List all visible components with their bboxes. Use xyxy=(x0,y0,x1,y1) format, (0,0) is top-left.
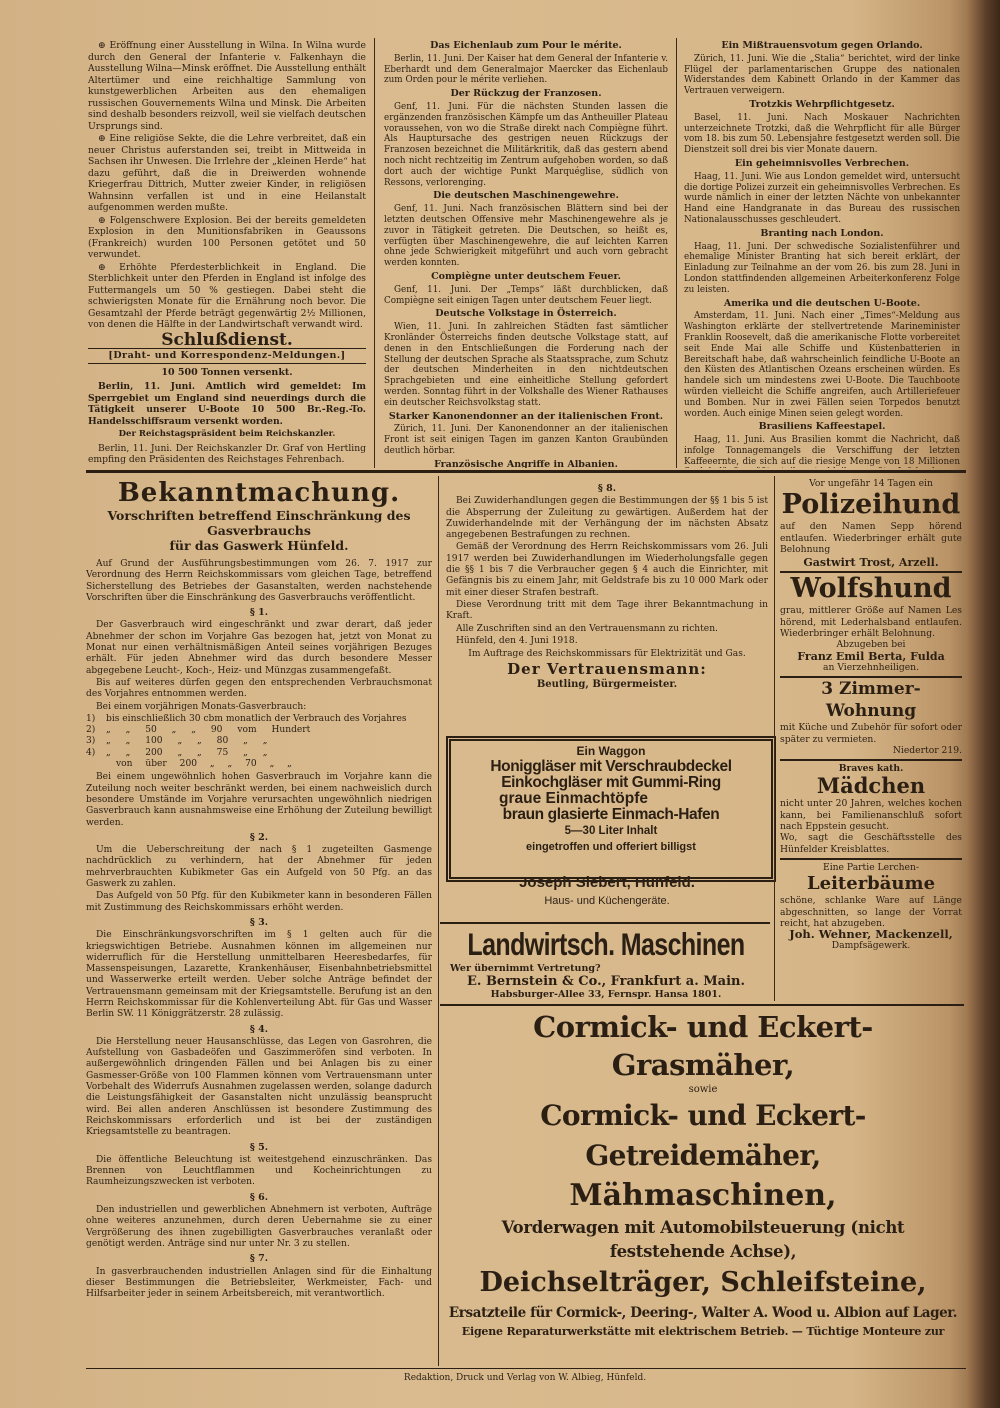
paragraph-1-heading: § 1. xyxy=(249,607,269,619)
ad-siebert-body xyxy=(469,743,753,875)
headline-eichenlaub: Das Eichenlaub zum Pour le mérite. xyxy=(430,40,622,51)
ad-wolfshund-location: an Vierzehnheiligen. xyxy=(823,661,919,673)
table-row xyxy=(86,748,432,759)
ad-karpf-line-5: Vorderwagen mit Automobilsteuerung (nicht feststehende Achse), xyxy=(501,1218,905,1261)
ad-bernstein-line-2: Wer übernimmt Vertretung? xyxy=(450,963,601,974)
ad-wohnung-address: Niedertor 219. xyxy=(892,744,962,756)
news-trotzki: Basel, 11. Juni. Nach Moskauer Nachrichten unterzeichnete Trotzki, daß die Wehrpflicht für alle Bürger vom 18. bis zum 50. Lebensjahre festgesetzt werden soll. Die Dienstzeit soll drei bis vier Monate dauern. xyxy=(684,112,960,156)
schlussdienst-heading: Schlußdienst. xyxy=(161,329,293,350)
column-rule-1 xyxy=(374,38,375,468)
ad-maedchen-text: nicht unter 20 Jahren, welches kochen kann, bei Familienanschluß sofort nach Eppstein gesucht. xyxy=(780,798,962,833)
headline-volkstage: Deutsche Volkstage in Österreich. xyxy=(435,308,617,320)
table-row-number: 1) xyxy=(86,713,96,724)
ad-siebert-company: Joseph Siebert, Hünfeld. xyxy=(519,874,695,891)
ad-leiterbaeume xyxy=(780,862,962,952)
notice-intro: Auf Grund der Ausführungsbestimmungen vom 26. 7. 1917 zur Verordnung des Herrn Reichskommissars vom gleichen Tage, betreffend Sicherstellung des Betriebes der Gasanstalten, werden nachstehende Vorschriften über die Einschränkung des Gasverbrauchs veröffentlicht. xyxy=(86,559,432,603)
headline-kanonendonner: Starker Kanonendonner an der italienischen Front. xyxy=(388,410,664,422)
table-row-number: 3) xyxy=(86,736,96,747)
column-rule-2 xyxy=(676,38,677,468)
ad-wolfshund-text: grau, mittlerer Größe auf Namen Les hörend, mit Lederhalsband entlaufen. Wiederbringer erhält Belohnung. xyxy=(780,605,962,640)
news-verbrechen: Haag, 11. Juni. Wie aus London gemeldet wird, untersucht die dortige Polizei zurzeit ein geheimnisvolles Verbrechen. Es wurde nämlich in einer der letzten Nächte von unbekannter Hand eine Handgranate in das Bureau des russischen Nationalausschusses geschleudert. xyxy=(684,171,960,225)
paragraph-3-text: Die Einschränkungsvorschriften im § 1 gelten auch für die kriegswichtigen Betriebe. Ausnahmen können im allgemeinen nur widerruflich für die Herstellung unmittelbaren Heeresbedarfes, für Massenspeisungen, Lazarette, Krankenhäuser, Eisenbahnbetriebsmittel und Wasserwerke erteilt werden. Ueber solche Anträge befindet der Vertrauensmann gemeinsam mit der Kriegsamtstelle. Berufung ist an den Herrn Reichskommissar für die Kohlenverteilung Abt. für Gas und Wasser Berlin SW. 11 Königgrätzerstr. 28 zulässig. xyxy=(86,930,432,1020)
paragraph-2-text-a: Um die Ueberschreitung der nach § 1 zugeteilten Gasmenge nachdrücklich zu verhindern, hat der Abnehmer für jeden mehrverbrauchten Kubikmeter Gas ein Aufgeld von 50 Pfg. an das Gaswerk zu zahlen. xyxy=(86,845,432,890)
headline-orlando: Ein Mißtrauensvotum gegen Orlando. xyxy=(721,40,923,51)
notice-signer-title: Der Vertrauensmann: xyxy=(507,660,707,679)
ad-siebert xyxy=(446,736,776,882)
ad-wolfshund-title: Wolfshund xyxy=(790,573,952,605)
news-kaffee: Haag, 11. Juni. Aus Brasilien kommt die Nachricht, daß infolge Tonnagemangels die Verschiffung der letzten Kaffeeernte, die sich auf die riesige Menge von 18 Millionen xyxy=(684,435,960,467)
headline-maschinengewehre: Die deutschen Maschinengewehre. xyxy=(433,190,619,202)
headline-kanzler: Der Reichstagspräsident beim Reichskanzler. xyxy=(118,429,336,439)
ad-siebert-line-6: 5—30 Liter Inhalt xyxy=(564,825,658,837)
news-compiegne: Genf, 11. Juni. Der „Temps“ läßt durchblicken, daß Compiègne seit einigen Tagen unter deutschem Feuer liegt. xyxy=(384,284,668,306)
paragraph-2-text-b: Das Aufgeld von 50 Pfg. für den Kubikmeter kann in besonderen Fällen mit Zustimmung des Reichskommissars erhöht werden. xyxy=(86,891,432,913)
paragraph-8-text-c: Diese Verordnung tritt mit dem Tage ihrer Bekanntmachung in Kraft. xyxy=(446,599,768,622)
ad-leiterbaeume-title: Leiterbäume xyxy=(806,873,936,895)
ad-maedchen-contact: Wo, sagt die Geschäftsstelle des Hünfelder Kreisblattes. xyxy=(780,832,962,855)
paragraph-8-text-d: Alle Zuschriften sind an den Vertrauensmann zu richten. xyxy=(456,623,718,634)
ad-siebert-line-3: Einkochgläser mit Gummi-Ring xyxy=(501,774,721,791)
right-ads-column xyxy=(780,478,962,1002)
notice-subtitle-2: für das Gaswerk Hünfeld. xyxy=(169,538,349,553)
paragraph-8-heading: § 8. xyxy=(597,483,617,494)
ad-polizeihund-line-1: Vor ungefähr 14 Tagen ein xyxy=(809,478,933,489)
table-row-text: „ „ 100 „ „ 80 „ „ xyxy=(106,736,268,747)
paragraph-1-text-b: Bis auf weiteres dürfen gegen den entsprechenden Verbrauchsmonat des Vorjahres entnommen werden. xyxy=(86,677,432,700)
ad-wohnung-title: 3 Zimmer-Wohnung xyxy=(821,679,921,722)
news-kanzler: Berlin, 11. Juni. Der Reichskanzler Dr. Graf von Hertling empfing den Präsidenten des Reichstages Fehrenbach. xyxy=(88,442,366,465)
news-column-2 xyxy=(384,38,668,468)
ad-bernstein xyxy=(440,924,772,1004)
section-divider xyxy=(86,470,966,473)
table-row-number xyxy=(86,759,116,770)
news-maschinengewehre: Genf, 11. Juni. Nach französischen Blättern sind bei der letzten deutschen Offensive mehr Maschinengewehre als je zuvor in Tätigkeit getreten. Die Deutschen, so heißt es, verfügten über Maschinengewehre, die auf leichten Karren ohne jede Schwierigkeit mitgeführt und auch vorn gebracht werden konnten. xyxy=(384,204,668,269)
table-row xyxy=(86,759,432,770)
paragraph-7-text: In gasverbrauchenden industriellen Anlagen sind für die Einhaltung dieser Bestimmungen die Betriebsleiter, Werkmeister, Fach- und Hilfsarbeiter jeder in seinem Arbeitsbereich, mit verantwortlich. xyxy=(86,1266,432,1300)
ad-siebert-line-5: braun glasierte Einmach-Hafen xyxy=(502,806,720,823)
notice-subtitle-1: Vorschriften betreffend Einschränkung des Gasverbrauchs xyxy=(107,508,411,538)
notice-place-date: Hünfeld, den 4. Juni 1918. xyxy=(456,635,578,646)
ad-leiterbaeume-business: Dampfsägewerk. xyxy=(831,940,911,952)
notice-title: Bekanntmachung. xyxy=(117,478,401,508)
paragraph-7-heading: § 7. xyxy=(249,1253,269,1265)
ad-polizeihund-text: auf den Namen Sepp hörend entlaufen. Wiederbringer erhält gute Belohnung xyxy=(780,521,962,555)
ad-karpf-line-3: Cormick- und Eckert-Getreidemäher, xyxy=(540,1099,866,1172)
paragraph-5-text: Die öffentliche Beleuchtung ist weitestgehend einzuschränken. Das Brennen von Leuchtflammen und Kocheinrichtungen zu Raumheizungszwecken ist verboten. xyxy=(86,1154,432,1188)
ad-maedchen xyxy=(780,763,962,860)
ad-siebert-line-7: eingetroffen und offeriert billigst xyxy=(526,841,696,853)
headline-trotzki: Trotzkis Wehrpflichtgesetz. xyxy=(749,98,895,110)
news-explosion: ⊕ Folgenschwere Explosion. Bei der bereits gemeldeten Explosion in den Munitionsfabriken in Geaussons (Frankreich) wurden 100 Personen getötet und 50 verwundet. xyxy=(88,214,366,260)
ad-wolfshund-abzugeben: Abzugeben bei xyxy=(836,639,906,651)
news-column-3 xyxy=(684,38,960,468)
ad-siebert-line-1: Ein Waggon xyxy=(576,744,646,758)
paragraph-3-heading: § 3. xyxy=(249,916,269,928)
column-rule-3 xyxy=(438,476,439,1366)
table-row-number: 4) xyxy=(86,747,96,758)
ad-polizeihund-owner: Gastwirt Trost, Arzell. xyxy=(803,556,939,570)
ad-siebert-tagline: Haus- und Küchengeräte. xyxy=(544,895,670,907)
ad-karpf-line-7: Ersatzteile für Cormick-, Deering-, Walter A. Wood u. Albion auf Lager. xyxy=(448,1305,958,1321)
news-branting: Haag, 11. Juni. Der schwedische Sozialistenführer und ehemalige Minister Branting hat sich bereit erklärt, der Einladung zur Teilnahme an der vom 26. bis zum 28. Juni in London stattfindenden allgemeinen Arbeiterkonferenz Folge zu leisten. xyxy=(684,241,960,295)
notice-signer: Beutling, Bürgermeister. xyxy=(536,679,678,691)
ad-polizeihund xyxy=(780,478,962,573)
ad-karpf-line-1: Cormick- und Eckert-Grasmäher, xyxy=(533,1010,873,1082)
news-volkstage: Wien, 11. Juni. In zahlreichen Städten fast sämtlicher Kronländer Österreichs finden deutsche Volkstage statt, auf denen in den Entschließungen die Forderung nach der Stellung der deutschen Sprache als Staatssprache, zum Schutz der deutschen Minderheiten in den nichtdeutschen Sprachgebieten und eine einheitliche Stellung gefordert werden. Sonntag führt in der Volkshalle des Wiener Rathauses ein deutscher Reichsvolkstag statt. xyxy=(384,322,668,408)
ad-siebert-signature xyxy=(452,874,762,918)
news-orlando: Zürich, 11. Juni. Wie die „Stalia“ berichtet, wird der linke Flügel der parlamentarischen Gruppe des nationalen Widerstandes dem Kabinett Orlando in der Kammer das Vertrauen verweigern. xyxy=(684,53,960,97)
headline-amerika: Amerika und die deutschen U-Boote. xyxy=(723,297,921,309)
paragraph-1-text-d: Bei einem ungewöhnlich hohen Gasverbrauch im Vorjahre kann die Zuteilung noch weiter beschränkt werden, bei einem nachweislich durch besondere Umstände im Vorjahre verursachten ungewöhnlich niedrigen Gasverbrauch kann ausnahmsweise eine Erhöhung der Zuteilung bewilligt werden. xyxy=(86,772,432,828)
news-kanonendonner: Zürich, 11. Juni. Der Kanonendonner an der italienischen Front ist seit einigen Tagen im ganzen Kanton Graubünden deutlich hörbar. xyxy=(384,424,668,456)
paragraph-1-text-c: Bei einem vorjährigen Monats-Gasverbrauch: xyxy=(96,701,307,712)
footer-rule xyxy=(86,1368,966,1369)
table-row xyxy=(86,736,432,747)
news-column-1 xyxy=(88,40,366,468)
ad-karpf-line-8: Eigene Reparaturwerkstätte mit elektrischem Betrieb. — Tüchtige Monteure zur xyxy=(461,1325,945,1338)
news-sekte: ⊕ Eine religiöse Sekte, die die Lehre verbreitet, daß ein neuer Christus auferstanden sei, treibt in Mittweida in Sachsen ihr Unwesen. Die Irrlehre der „kleinen Herde“ hat dazu geführt, daß die in Dreiwerden wohnende Kriegerfrau Dittrich, Mutter zweier Kinder, in religiösen Wahnsinn verfallen ist und in eine Heilanstalt aufgenommen werden mußte. xyxy=(88,133,366,213)
ad-divider-2 xyxy=(440,1004,964,1006)
ad-wohnung xyxy=(780,678,962,761)
table-row-number: 2) xyxy=(86,725,96,736)
column-rule-4 xyxy=(774,476,775,1001)
headline-rueckzug: Der Rückzug der Franzosen. xyxy=(450,88,602,100)
notice-column-1 xyxy=(86,478,432,1368)
table-row xyxy=(86,725,432,736)
ad-wolfshund xyxy=(780,573,962,678)
headline-verbrechen: Ein geheimnisvolles Verbrechen. xyxy=(734,157,910,169)
ad-karpf xyxy=(442,1008,964,1338)
ad-bernstein-address: Habsburger-Allee 33, Fernspr. Hansa 1801. xyxy=(490,989,722,1000)
headline-kaffee: Brasiliens Kaffeestapel. xyxy=(758,421,886,433)
paragraph-8-text-b: Gemäß der Verordnung des Herrn Reichskommissars vom 26. Juli 1917 werden bei Zuwiderhandlungen im Wiederholungsfalle gegen die §§ 1 bis 7 die Verbraucher gegen § 4 auch die Einrichter, mit Gefängnis bis zu einem Jahr, mit Geldstrafe bis zu 10 000 Mark oder mit einer dieser Strafen bestraft. xyxy=(446,542,768,598)
paragraph-2-heading: § 2. xyxy=(249,831,269,843)
news-tonnen: Berlin, 11. Juni. Amtlich wird gemeldet: Im Sperrgebiet um England sind neuerdings durch die Tätigkeit unserer U-Boote 10 500 Br.-Reg.-To. Handelsschiffsraum versenkt worden. xyxy=(88,381,366,427)
ad-leiterbaeume-line-1: Eine Partie Lerchen- xyxy=(823,861,919,873)
table-row-text: „ „ 50 „ „ 90 vom Hundert xyxy=(106,725,311,736)
ad-siebert-line-2: Honiggläser mit Verschraubdeckel xyxy=(490,758,732,775)
news-rueckzug: Genf, 11. Juni. Für die nächsten Stunden lassen die ergänzenden französischen Kämpfe um das Antheuiller Plateau voraussehen, von wo die Straße direkt nach Compiègne führt. Als Hauptursache des gestrigen neuen Rückzugs der Franzosen bezeichnet die Militärkritik, daß das gestern abend noch nicht rechtzeitig im Zentrum aufgehoben worden, so daß dort auch der wichtige Punkt Marquéglise, südlich von Ressons, verlorenging. xyxy=(384,101,668,188)
table-row-text: bis einschließlich 30 cbm monatlich der Verbrauch des Vorjahres xyxy=(106,713,407,724)
paragraph-5-heading: § 5. xyxy=(249,1141,269,1153)
paragraph-6-text: Den industriellen und gewerblichen Abnehmern ist verboten, Aufträge ohne weiteres anzunehmen, durch deren Uebernahme sie zu einer Vergrößerung des ihnen zugebilligten Gasverbrauches veranlaßt oder genötigt werden. Anträge sind nur unter Nr. 3 zu stellen. xyxy=(86,1205,432,1249)
paragraph-1-text-a: Der Gasverbrauch wird eingeschränkt und zwar derart, daß jeder Abnehmer der schon im Vorjahre Gas bezogen hat, jetzt von Monat zu Monat nur einen verhältnismäßigen Anteil seines vorjährigen Bezuges erhält. Für jeden Abnehmer wird das durch besondere Messer abgegebene Leucht-, Koch-, Heiz- und Münzgas zusammengefaßt. xyxy=(86,620,432,676)
ad-karpf-line-6: Deichselträger, Schleifsteine, xyxy=(479,1267,927,1298)
ad-leiterbaeume-owner: Joh. Wehner, Mackenzell, xyxy=(789,927,953,942)
paragraph-8-text-a: Bei Zuwiderhandlungen gegen die Bestimmungen der §§ 1 bis 5 ist die Absperrung der Zuleitung zu gewärtigen. Außerdem hat der Zuwiderhandelnde mit der Verhängung der im nächsten Absatz angegebenen Bestrafungen zu rechnen. xyxy=(446,496,768,541)
headline-compiegne: Compiègne unter deutschem Feuer. xyxy=(431,270,621,282)
ad-bernstein-company: E. Bernstein & Co., Frankfurt a. Main. xyxy=(466,974,746,989)
schlussdienst-subheading: [Draht- und Korrespondenz-Meldungen.] xyxy=(88,348,366,364)
notice-column-2 xyxy=(446,480,768,730)
ad-bernstein-headline: Landwirtsch. Maschinen xyxy=(467,927,745,963)
ad-siebert-line-4: graue Einmachtöpfe xyxy=(499,790,648,807)
headline-tonnen: 10 500 Tonnen versenkt. xyxy=(161,366,293,378)
ad-wohnung-text: mit Küche und Zubehör für sofort oder später zu vermieten. xyxy=(780,722,962,745)
ad-leiterbaeume-text: schöne, schlanke Ware auf Länge abgeschnitten, so lange der Vorrat reicht, hat abzugeben. xyxy=(780,895,962,929)
news-amerika: Amsterdam, 11. Juni. Nach einer „Times“-Meldung aus Washington erklärte der stellvertretende Marineminister Franklin Roosevelt, daß die amerikanische Flotte vorbereitet seit Ende Mai alle Schiffe und Küstenbatterien in Bereitschaft habe, daß wahrscheinlich feindliche U-Boote an den Küsten des Atlantischen Ozeans erscheinen würden. Es handele sich um mindestens zwei U-Boote. Die Tauchboote würden vielleicht die Schiffe angreifen, auch Artilleriefeuer und Bomben. Nur in zwei Fällen seien Torpedos benutzt worden. Auch einige Minen seien gelegt worden. xyxy=(684,311,960,419)
footer-imprint: Redaktion, Druck und Verlag von W. Albieg, Hünfeld. xyxy=(403,1373,647,1383)
paragraph-6-heading: § 6. xyxy=(249,1191,269,1203)
table-row xyxy=(86,714,432,725)
ad-maedchen-line-1: Braves kath. xyxy=(838,763,904,775)
paragraph-4-heading: § 4. xyxy=(249,1023,269,1035)
ad-maedchen-title: Mädchen xyxy=(816,773,926,799)
page-edge-shadow xyxy=(966,0,1000,1408)
notice-on-behalf: Im Auftrage des Reichskommissars für Elektrizität und Gas. xyxy=(468,649,746,660)
ad-wolfshund-owner: Franz Emil Berta, Fulda xyxy=(797,649,945,663)
ad-karpf-line-4: Mähmaschinen, xyxy=(569,1178,837,1213)
ad-polizeihund-title: Polizeihund xyxy=(781,489,961,521)
news-wilna: ⊕ Eröffnung einer Ausstellung in Wilna. In Wilna wurde durch den General der Infanterie v. Falkenhayn die Ausstellung Wilna—Minsk eröffnet. Die Ausstellung enthält Altertümer und eine reichhaltige Sammlung von kunstgewerblichen Arbeiten aus den ehemaligen russischen Gouvernements Wilna und Minsk. Die Arbeiten sind deshalb besonders reizvoll, weil sie vielfach deutschen Ursprungs sind. xyxy=(88,40,366,132)
consumption-table xyxy=(86,714,432,770)
news-eichenlaub: Berlin, 11. Juni. Der Kaiser hat dem General der Infanterie v. Eberhardt und dem Generalmajor Maercker das Eichenlaub zum Orden pour le mérite verliehen. xyxy=(384,53,668,86)
news-pferde: ⊕ Erhöhte Pferdesterblichkeit in England. Die Sterblichkeit unter den Pferden in England ist infolge des Futtermangels um 50 % gestiegen. Dabei steht die schwierigsten Monate für die Ernährung noch bevor. Die Gesamtzahl der Pferde beträgt gegenwärtig 2½ Millionen, von denen die Hälfte in der Landwirtschaft verwandt wird. xyxy=(88,261,366,330)
table-row-text: „ „ 200 „ „ 75 „ „ xyxy=(106,747,268,758)
headline-branting: Branting nach London. xyxy=(760,227,884,239)
paragraph-4-text: Die Herstellung neuer Hausanschlüsse, das Legen von Gasrohren, die Aufstellung von Gasbadeöfen und Gaszimmeröfen sind verboten. In außergewöhnlich dringenden Fällen und bei Anlagen bis zu einer Gasmesser-Größe von 100 Flammen können vom Vertrauensmann unter Vorbehalt des Widerrufs Ausnahmen zugelassen werden, solange dadurch die Leistungsfähigkeit der Gasanstalten nicht unzulässig beansprucht wird. Bei allen anderen Anschlüssen ist besondere Zustimmung des Reichskommissars erforderlich und ist bei der zuständigen Kriegsamtstelle zu beantragen. xyxy=(86,1036,432,1138)
headline-albanien: Französische Angriffe in Albanien. xyxy=(434,458,618,468)
ad-karpf-line-2: sowie xyxy=(688,1084,718,1095)
table-row-text: von über 200 „ „ 70 „ „ xyxy=(116,759,292,770)
